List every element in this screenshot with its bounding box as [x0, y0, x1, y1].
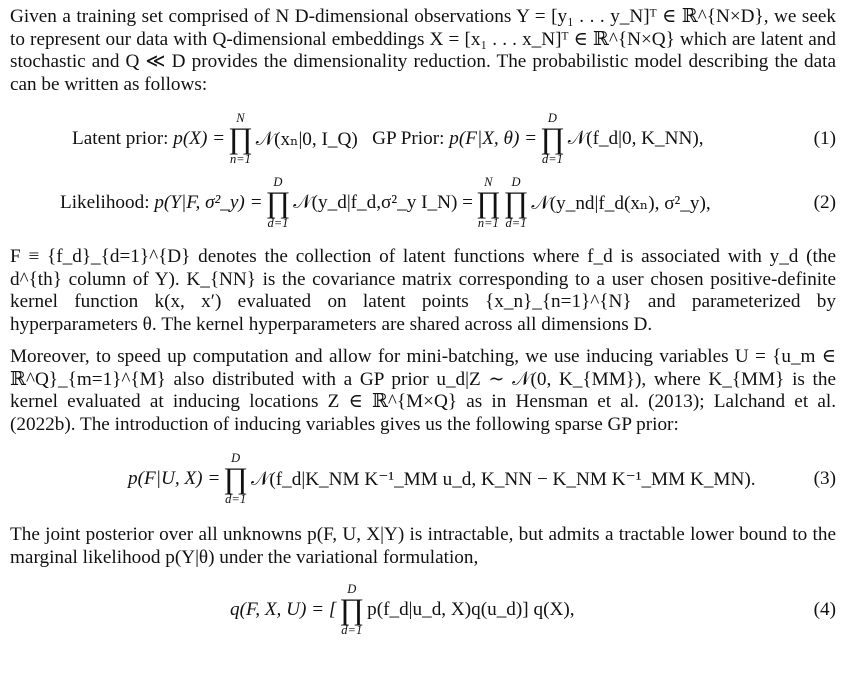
paragraph-intro-text: Given a training set comprised of N D-dimensional observations Y = [y₁ . . . y_N]ᵀ ∈ ℝ^{N×D}, we seek to represent our data with Q-dimensional embeddings X = [x₁ . . . x_N]ᵀ ∈ ℝ^{N×Q} which are latent and stochastic and Q ≪ D provides the dimensionality reduction. The probabilistic model describing the data can be written as follows: — [10, 6, 836, 95]
paragraph-joint-posterior-text: The joint posterior over all unknowns p(F, U, X|Y) is intractable, but admits a tractable lower bound to the marginal likelihood p(Y|θ) under the variational formulation, — [10, 524, 836, 568]
eq2-product-1: D ∏ d=1 — [265, 175, 291, 230]
eq1-gp-rhs: 𝒩(f_d|0, K_NN), — [567, 128, 704, 149]
equation-2 — [10, 172, 836, 234]
eq2-mid: 𝒩(y_d|f_d,σ²_y I_N) = — [293, 192, 473, 213]
eq2-label: Likelihood: — [60, 192, 150, 213]
eq1-latent-lhs: p(X) = — [173, 128, 226, 149]
paragraph-joint-posterior — [10, 524, 836, 569]
paper-page — [10, 6, 836, 643]
eq4-rhs: p(f_d|u_d, X)q(u_d)] q(X), — [367, 599, 575, 620]
paragraph-inducing-variables-text: Moreover, to speed up computation and allow for mini-batching, we use inducing variables U = {u_m ∈ ℝ^Q}_{m=1}^{M} also distributed with a GP prior u_d|Z ∼ 𝒩(0, K_{MM}), where K_{MM} is the kernel evaluated at inducing locations Z ∈ ℝ^{M×Q} as in Hensman et al. (2013); Lalchand et al. (2022b). The introduction of inducing variables gives us the following sparse GP prior: — [10, 346, 836, 435]
eq3-lhs: p(F|U, X) = — [128, 468, 221, 489]
eq1-latent-rhs: 𝒩(xₙ|0, I_Q) — [255, 129, 358, 150]
eq3-rhs: 𝒩(f_d|K_NM K⁻¹_MM u_d, K_NN − K_NM K⁻¹_MM K_MN). — [251, 469, 756, 490]
paragraph-inducing-variables — [10, 346, 836, 436]
equation-1 — [10, 108, 836, 170]
eq3-product: D ∏ d=1 — [223, 451, 248, 506]
paragraph-latent-functions — [10, 246, 836, 336]
eq2-rhs: 𝒩(y_nd|f_d(xₙ), σ²_y), — [531, 193, 711, 214]
eq2-product-2: N ∏ n=1 — [475, 175, 501, 230]
equation-4 — [10, 577, 836, 643]
paragraph-intro — [10, 6, 836, 96]
paragraph-latent-functions-text: F ≡ {f_d}_{d=1}^{D} denotes the collection of latent functions where f_d is associated with y_d (the d^{th} column of Y). K_{NN} is the covariance matrix corresponding to a user chosen positive-definite kernel function k(x, x′) evaluated on latent points {x_n}_{n=1}^{N} and parameterized by hyperparameters θ. The kernel hyperparameters are shared across all dimensions D. — [10, 246, 836, 335]
eq1-latent-product: N ∏ n=1 — [228, 111, 253, 166]
eq1-gp-lhs: p(F|X, θ) = — [449, 128, 538, 149]
eq1-gp-product: D ∏ d=1 — [540, 111, 565, 166]
eq4-lhs: q(F, X, U) = [ — [230, 599, 337, 620]
eq1-latent-label: Latent prior: — [72, 128, 169, 149]
eq2-product-3: D ∏ d=1 — [503, 175, 529, 230]
eq1-gp-label: GP Prior: — [372, 128, 445, 149]
eq1-number: (1) — [813, 128, 836, 149]
eq2-number: (2) — [813, 192, 836, 213]
eq2-lhs: p(Y|F, σ²_y) = — [154, 192, 263, 213]
eq3-number: (3) — [813, 468, 836, 489]
eq4-product: D ∏ d=1 — [339, 582, 365, 637]
equation-3 — [10, 446, 836, 512]
eq4-number: (4) — [813, 599, 836, 620]
